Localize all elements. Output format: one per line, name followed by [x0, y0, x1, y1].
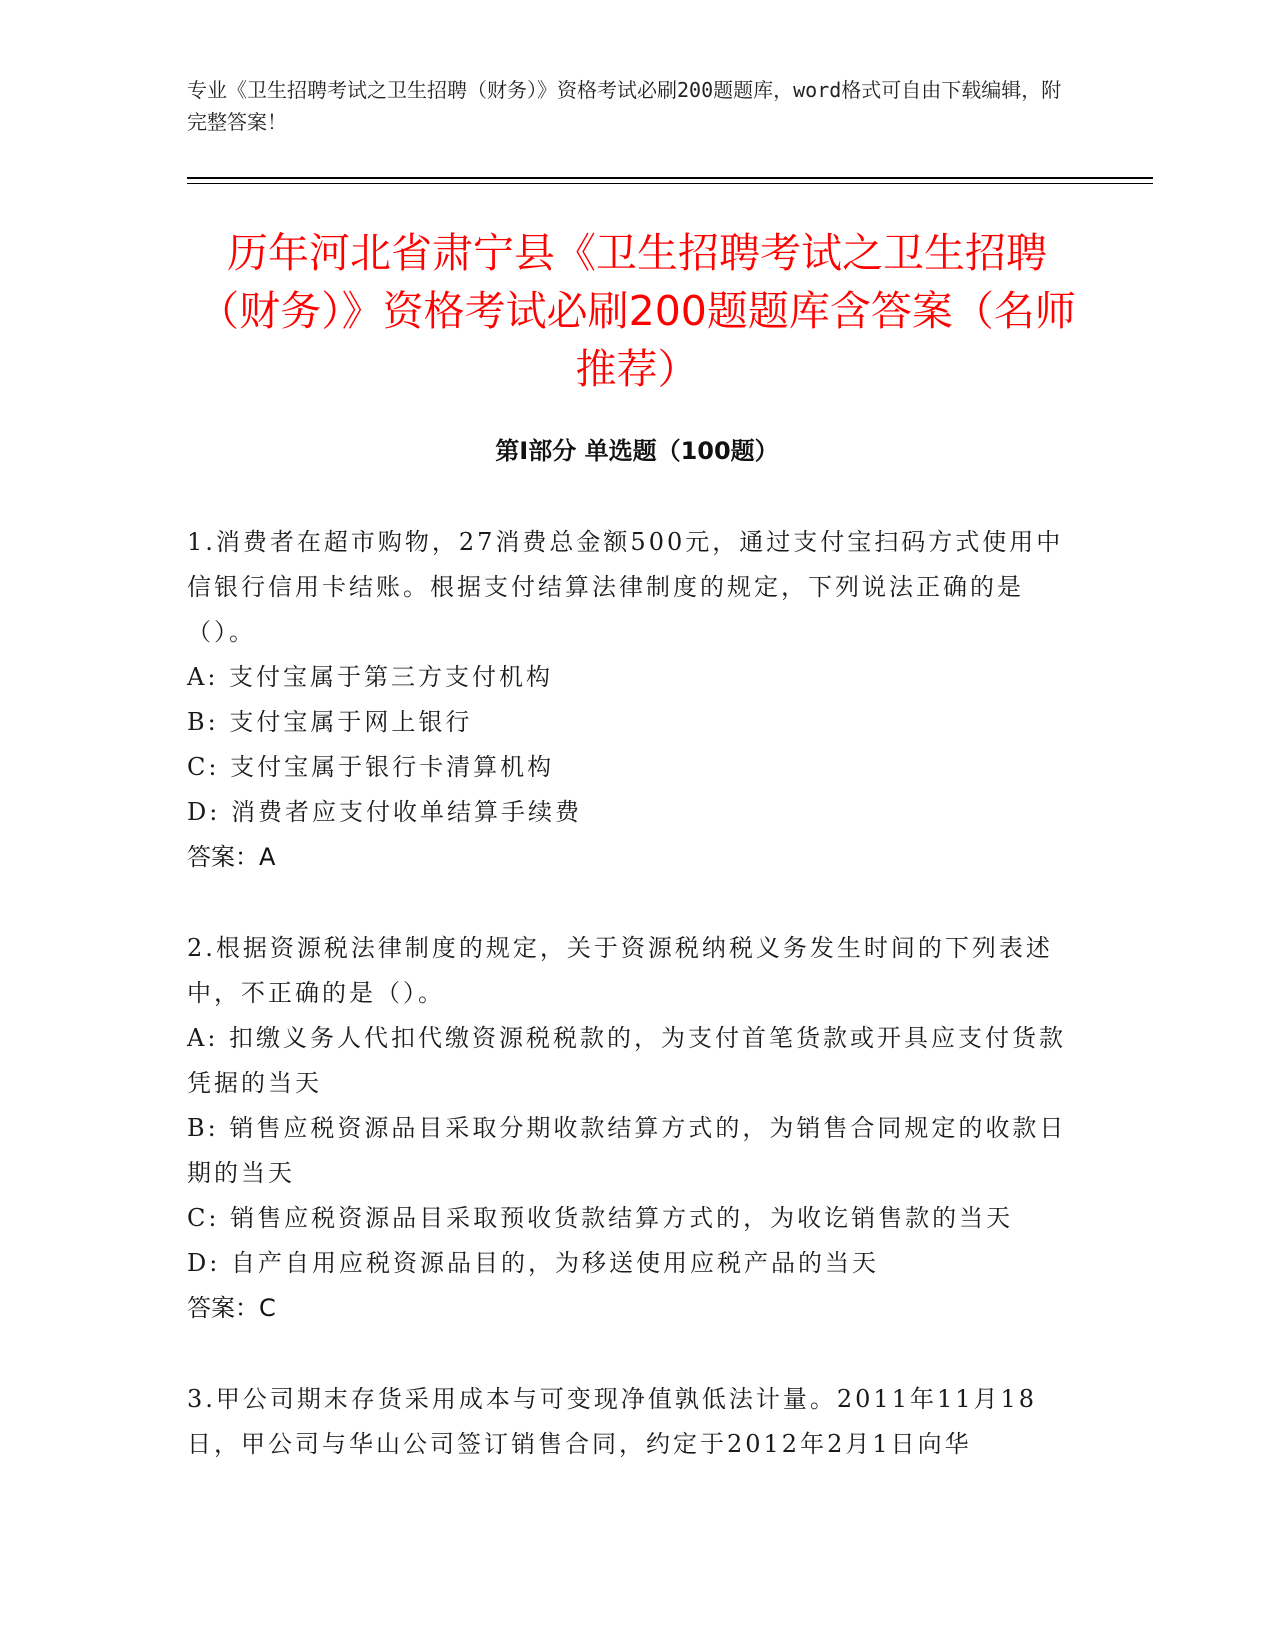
header-rule-thick [187, 177, 1153, 179]
header-note: 专业《卫生招聘考试之卫生招聘（财务）》资格考试必刷200题题库，word格式可自由下载编辑，附完整答案！ [187, 78, 1062, 134]
answer: 答案：C [187, 1294, 276, 1322]
answer: 答案：A [187, 843, 276, 871]
option-b: B: 支付宝属于网上银行 [187, 708, 473, 736]
question-stem: 2.根据资源税法律制度的规定，关于资源税纳税义务发生时间的下列表述中，不正确的是（）。 [187, 934, 1053, 1007]
question-2 [187, 926, 1082, 1331]
option-d: D: 自产自用应税资源品目的，为移送使用应税产品的当天 [187, 1249, 879, 1277]
option-c: C: 销售应税资源品目采取预收货款结算方式的，为收讫销售款的当天 [187, 1204, 1014, 1232]
document-title: 历年河北省肃宁县《卫生招聘考试之卫生招聘（财务）》资格考试必刷200题题库含答案（名师推荐） [198, 229, 1076, 393]
section-heading: 第Ⅰ部分 单选题（100题） [495, 437, 779, 465]
option-d: D: 消费者应支付收单结算手续费 [187, 798, 582, 826]
header-rule-thin [187, 183, 1153, 184]
option-c: C: 支付宝属于银行卡清算机构 [187, 753, 555, 781]
question-1 [187, 520, 1082, 880]
question-stem: 1.消费者在超市购物，27消费总金额500元，通过支付宝扫码方式使用中信银行信用卡结账。根据支付结算法律制度的规定，下列说法正确的是（）。 [187, 528, 1064, 646]
option-a: A: 支付宝属于第三方支付机构 [187, 663, 554, 691]
question-stem: 3.甲公司期末存货采用成本与可变现净值孰低法计量。2011年11月18日，甲公司与华山公司签订销售合同，约定于2012年2月1日向华 [187, 1385, 1038, 1458]
question-list [187, 520, 1082, 1513]
question-3 [187, 1377, 1082, 1467]
option-b: B: 销售应税资源品目采取分期收款结算方式的，为销售合同规定的收款日期的当天 [187, 1114, 1067, 1187]
option-a: A: 扣缴义务人代扣代缴资源税税款的，为支付首笔货款或开具应支付货款凭据的当天 [187, 1024, 1067, 1097]
